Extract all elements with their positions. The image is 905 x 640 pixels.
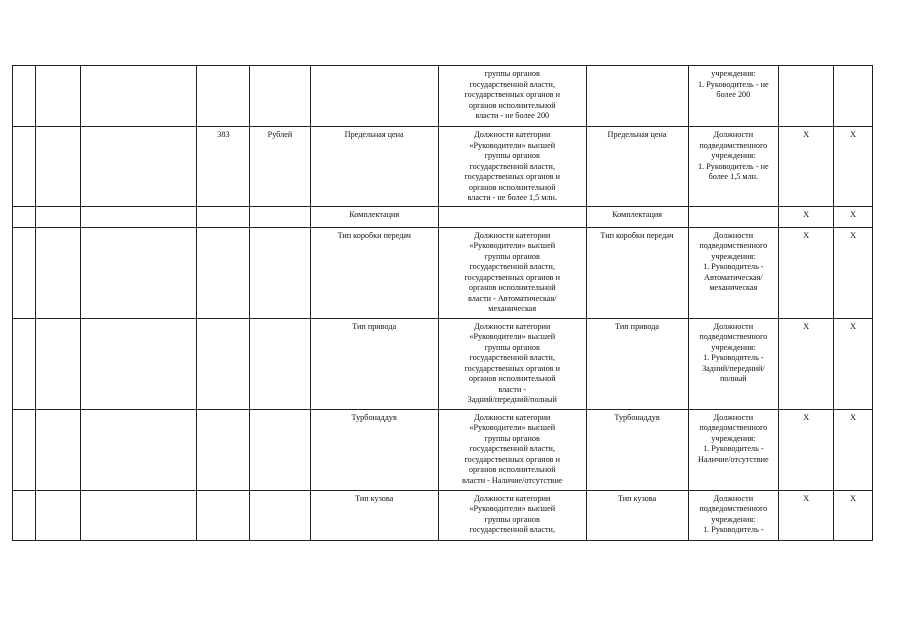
cell-text-line: государственной власти, xyxy=(469,525,555,534)
characteristic-cell-2: Тип привода xyxy=(586,318,688,409)
code-cell xyxy=(197,318,250,409)
characteristic-cell-2: Турбонаддув xyxy=(586,409,688,490)
value-cell xyxy=(688,66,779,127)
mark-cell: X xyxy=(834,127,873,207)
cell-text-line: группы органов xyxy=(484,514,540,524)
mark-cell: X xyxy=(779,206,834,227)
empty-cell xyxy=(81,409,197,490)
code-cell xyxy=(197,206,250,227)
empty-cell xyxy=(81,227,197,318)
cell-text-line: подведомственного xyxy=(699,504,768,513)
cell-text-line: 1. Руководитель - не xyxy=(698,161,769,171)
cell-text-line: государственной власти, xyxy=(469,353,555,362)
cell-text-line: более 200 xyxy=(716,90,751,99)
mark-cell xyxy=(834,66,873,127)
cell-text-line: органов исполнительной xyxy=(468,100,556,110)
requirements-table xyxy=(12,65,873,541)
cell-text-line: Должности xyxy=(713,321,754,331)
characteristic-cell-2: Тип кузова xyxy=(586,490,688,540)
table-body xyxy=(13,66,873,541)
cell-text-line: Наличие/отсутствие xyxy=(698,454,769,464)
mark-cell: X xyxy=(834,318,873,409)
cell-text-line: Должности категории xyxy=(474,412,551,422)
cell-text-line: власти - Автоматическая/ xyxy=(467,293,557,303)
unit-cell xyxy=(250,409,310,490)
index-cell xyxy=(13,206,36,227)
index-cell xyxy=(13,227,36,318)
cell-text-line: «Руководители» высшей xyxy=(469,504,556,513)
characteristic-cell-2: Предельная цена xyxy=(586,127,688,207)
value-cell xyxy=(688,227,779,318)
value-cell xyxy=(688,490,779,540)
cell-text-line: власти - не более 1,5 млн. xyxy=(467,193,557,202)
characteristic-cell: Тип коробки передач xyxy=(310,227,438,318)
characteristic-cell: Тип привода xyxy=(310,318,438,409)
mark-cell: X xyxy=(779,409,834,490)
unit-cell xyxy=(250,66,310,127)
cell-text-line: 1. Руководитель - xyxy=(703,262,764,271)
unit-cell: Рублей xyxy=(250,127,310,207)
cell-text-line: государственных органов и xyxy=(464,90,560,99)
cell-text-line: Должности категории xyxy=(474,130,551,139)
empty-cell xyxy=(36,127,81,207)
unit-cell xyxy=(250,318,310,409)
index-cell xyxy=(13,490,36,540)
empty-cell xyxy=(81,127,197,207)
cell-text-line: органов исполнительной xyxy=(468,465,556,474)
unit-cell xyxy=(250,227,310,318)
value-cell xyxy=(688,127,779,207)
mark-cell: X xyxy=(834,490,873,540)
cell-text-line: группы органов xyxy=(484,251,540,261)
index-cell xyxy=(13,318,36,409)
characteristic-cell xyxy=(310,66,438,127)
table-row xyxy=(13,409,873,490)
code-cell xyxy=(197,66,250,127)
cell-text-line: «Руководители» высшей xyxy=(469,423,556,432)
cell-text-line: механическая xyxy=(488,304,537,313)
mark-cell: X xyxy=(779,227,834,318)
characteristic-cell: Предельная цена xyxy=(310,127,438,207)
cell-text-line: полный xyxy=(719,374,747,383)
cell-text-line: «Руководители» высшей xyxy=(469,332,556,341)
characteristic-cell: Комплектация xyxy=(310,206,438,227)
cell-text-line: учреждения: xyxy=(711,342,756,352)
cell-text-line: Должности категории xyxy=(474,321,551,331)
cell-text-line: учреждения: xyxy=(711,251,756,261)
characteristic-cell-2: Тип коробки передач xyxy=(586,227,688,318)
index-cell xyxy=(13,127,36,207)
empty-cell xyxy=(81,206,197,227)
empty-cell xyxy=(36,66,81,127)
cell-text-line: группы органов xyxy=(484,151,540,160)
code-cell: 383 xyxy=(197,127,250,207)
cell-text-line: более 1,5 млн. xyxy=(708,172,759,181)
unit-cell xyxy=(250,206,310,227)
cell-text-line: Должности категории xyxy=(474,493,551,503)
code-cell xyxy=(197,490,250,540)
cell-text-line: подведомственного xyxy=(699,423,768,432)
value-cell xyxy=(688,206,779,227)
cell-text-line: учреждения: xyxy=(711,433,756,443)
table-row xyxy=(13,66,873,127)
cell-text-line: Должности xyxy=(713,493,754,503)
empty-cell xyxy=(36,490,81,540)
cell-text-line: 1. Руководитель - xyxy=(703,353,764,362)
cell-text-line: механическая xyxy=(709,283,758,292)
empty-cell xyxy=(81,490,197,540)
index-cell xyxy=(13,409,36,490)
empty-cell xyxy=(81,318,197,409)
cell-text-line: государственной власти, xyxy=(469,262,555,271)
code-cell xyxy=(197,409,250,490)
cell-text-line: Должности категории xyxy=(474,230,551,240)
value-cell xyxy=(688,409,779,490)
mark-cell: X xyxy=(779,318,834,409)
unit-cell xyxy=(250,490,310,540)
cell-text-line: учреждения: xyxy=(711,151,756,160)
cell-text-line: Задний/передний/полный xyxy=(467,395,557,404)
cell-text-line: группы органов xyxy=(484,69,540,78)
table-row xyxy=(13,206,873,227)
cell-text-line: учреждения: xyxy=(711,514,756,524)
value-cell xyxy=(688,318,779,409)
cell-text-line: Должности xyxy=(713,412,754,422)
requirement-cell xyxy=(438,127,586,207)
characteristic-cell-2 xyxy=(586,66,688,127)
empty-cell xyxy=(81,66,197,127)
cell-text-line: 1. Руководитель - не xyxy=(698,79,769,89)
cell-text-line: группы органов xyxy=(484,342,540,352)
empty-cell xyxy=(36,206,81,227)
cell-text-line: органов исполнительной xyxy=(468,283,556,292)
table-row xyxy=(13,318,873,409)
characteristic-cell-2: Комплектация xyxy=(586,206,688,227)
cell-text-line: «Руководители» высшей xyxy=(469,241,556,250)
cell-text-line: 1. Руководитель - xyxy=(703,525,764,534)
table-row xyxy=(13,490,873,540)
requirement-cell xyxy=(438,409,586,490)
empty-cell xyxy=(36,227,81,318)
cell-text-line: государственных органов и xyxy=(464,363,560,373)
mark-cell: X xyxy=(779,490,834,540)
cell-text-line: органов исполнительной xyxy=(468,374,556,383)
mark-cell: X xyxy=(779,127,834,207)
empty-cell xyxy=(36,318,81,409)
table-row xyxy=(13,227,873,318)
cell-text-line: власти - Наличие/отсутствие xyxy=(462,475,563,485)
code-cell xyxy=(197,227,250,318)
cell-text-line: подведомственного xyxy=(699,140,768,150)
cell-text-line: Задний/передний/ xyxy=(702,363,765,373)
cell-text-line: государственных органов и xyxy=(464,272,560,282)
cell-text-line: власти - xyxy=(498,384,527,394)
empty-cell xyxy=(36,409,81,490)
cell-text-line: государственной власти, xyxy=(469,79,555,89)
characteristic-cell: Турбонаддув xyxy=(310,409,438,490)
mark-cell xyxy=(779,66,834,127)
requirement-cell xyxy=(438,490,586,540)
cell-text-line: группы органов xyxy=(484,433,540,443)
mark-cell: X xyxy=(834,409,873,490)
cell-text-line: 1. Руководитель - xyxy=(703,444,764,453)
cell-text-line: подведомственного xyxy=(699,241,768,250)
cell-text-line: Должности xyxy=(713,230,754,240)
requirement-cell xyxy=(438,318,586,409)
cell-text-line: государственной власти, xyxy=(469,444,555,453)
requirement-cell xyxy=(438,227,586,318)
cell-text-line: органов исполнительной xyxy=(468,182,556,192)
table-row xyxy=(13,127,873,207)
cell-text-line: учреждения: xyxy=(711,69,756,78)
requirement-cell xyxy=(438,66,586,127)
requirement-cell xyxy=(438,206,586,227)
mark-cell: X xyxy=(834,227,873,318)
cell-text-line: государственных органов и xyxy=(464,454,560,464)
cell-text-line: Автоматическая/ xyxy=(704,272,763,282)
mark-cell: X xyxy=(834,206,873,227)
cell-text-line: государственных органов и xyxy=(464,172,560,181)
cell-text-line: подведомственного xyxy=(699,332,768,341)
cell-text-line: «Руководители» высшей xyxy=(469,140,556,150)
characteristic-cell: Тип кузова xyxy=(310,490,438,540)
cell-text-line: государственной власти, xyxy=(469,161,555,171)
index-cell xyxy=(13,66,36,127)
cell-text-line: власти - не более 200 xyxy=(475,111,550,120)
cell-text-line: Должности xyxy=(713,130,754,139)
